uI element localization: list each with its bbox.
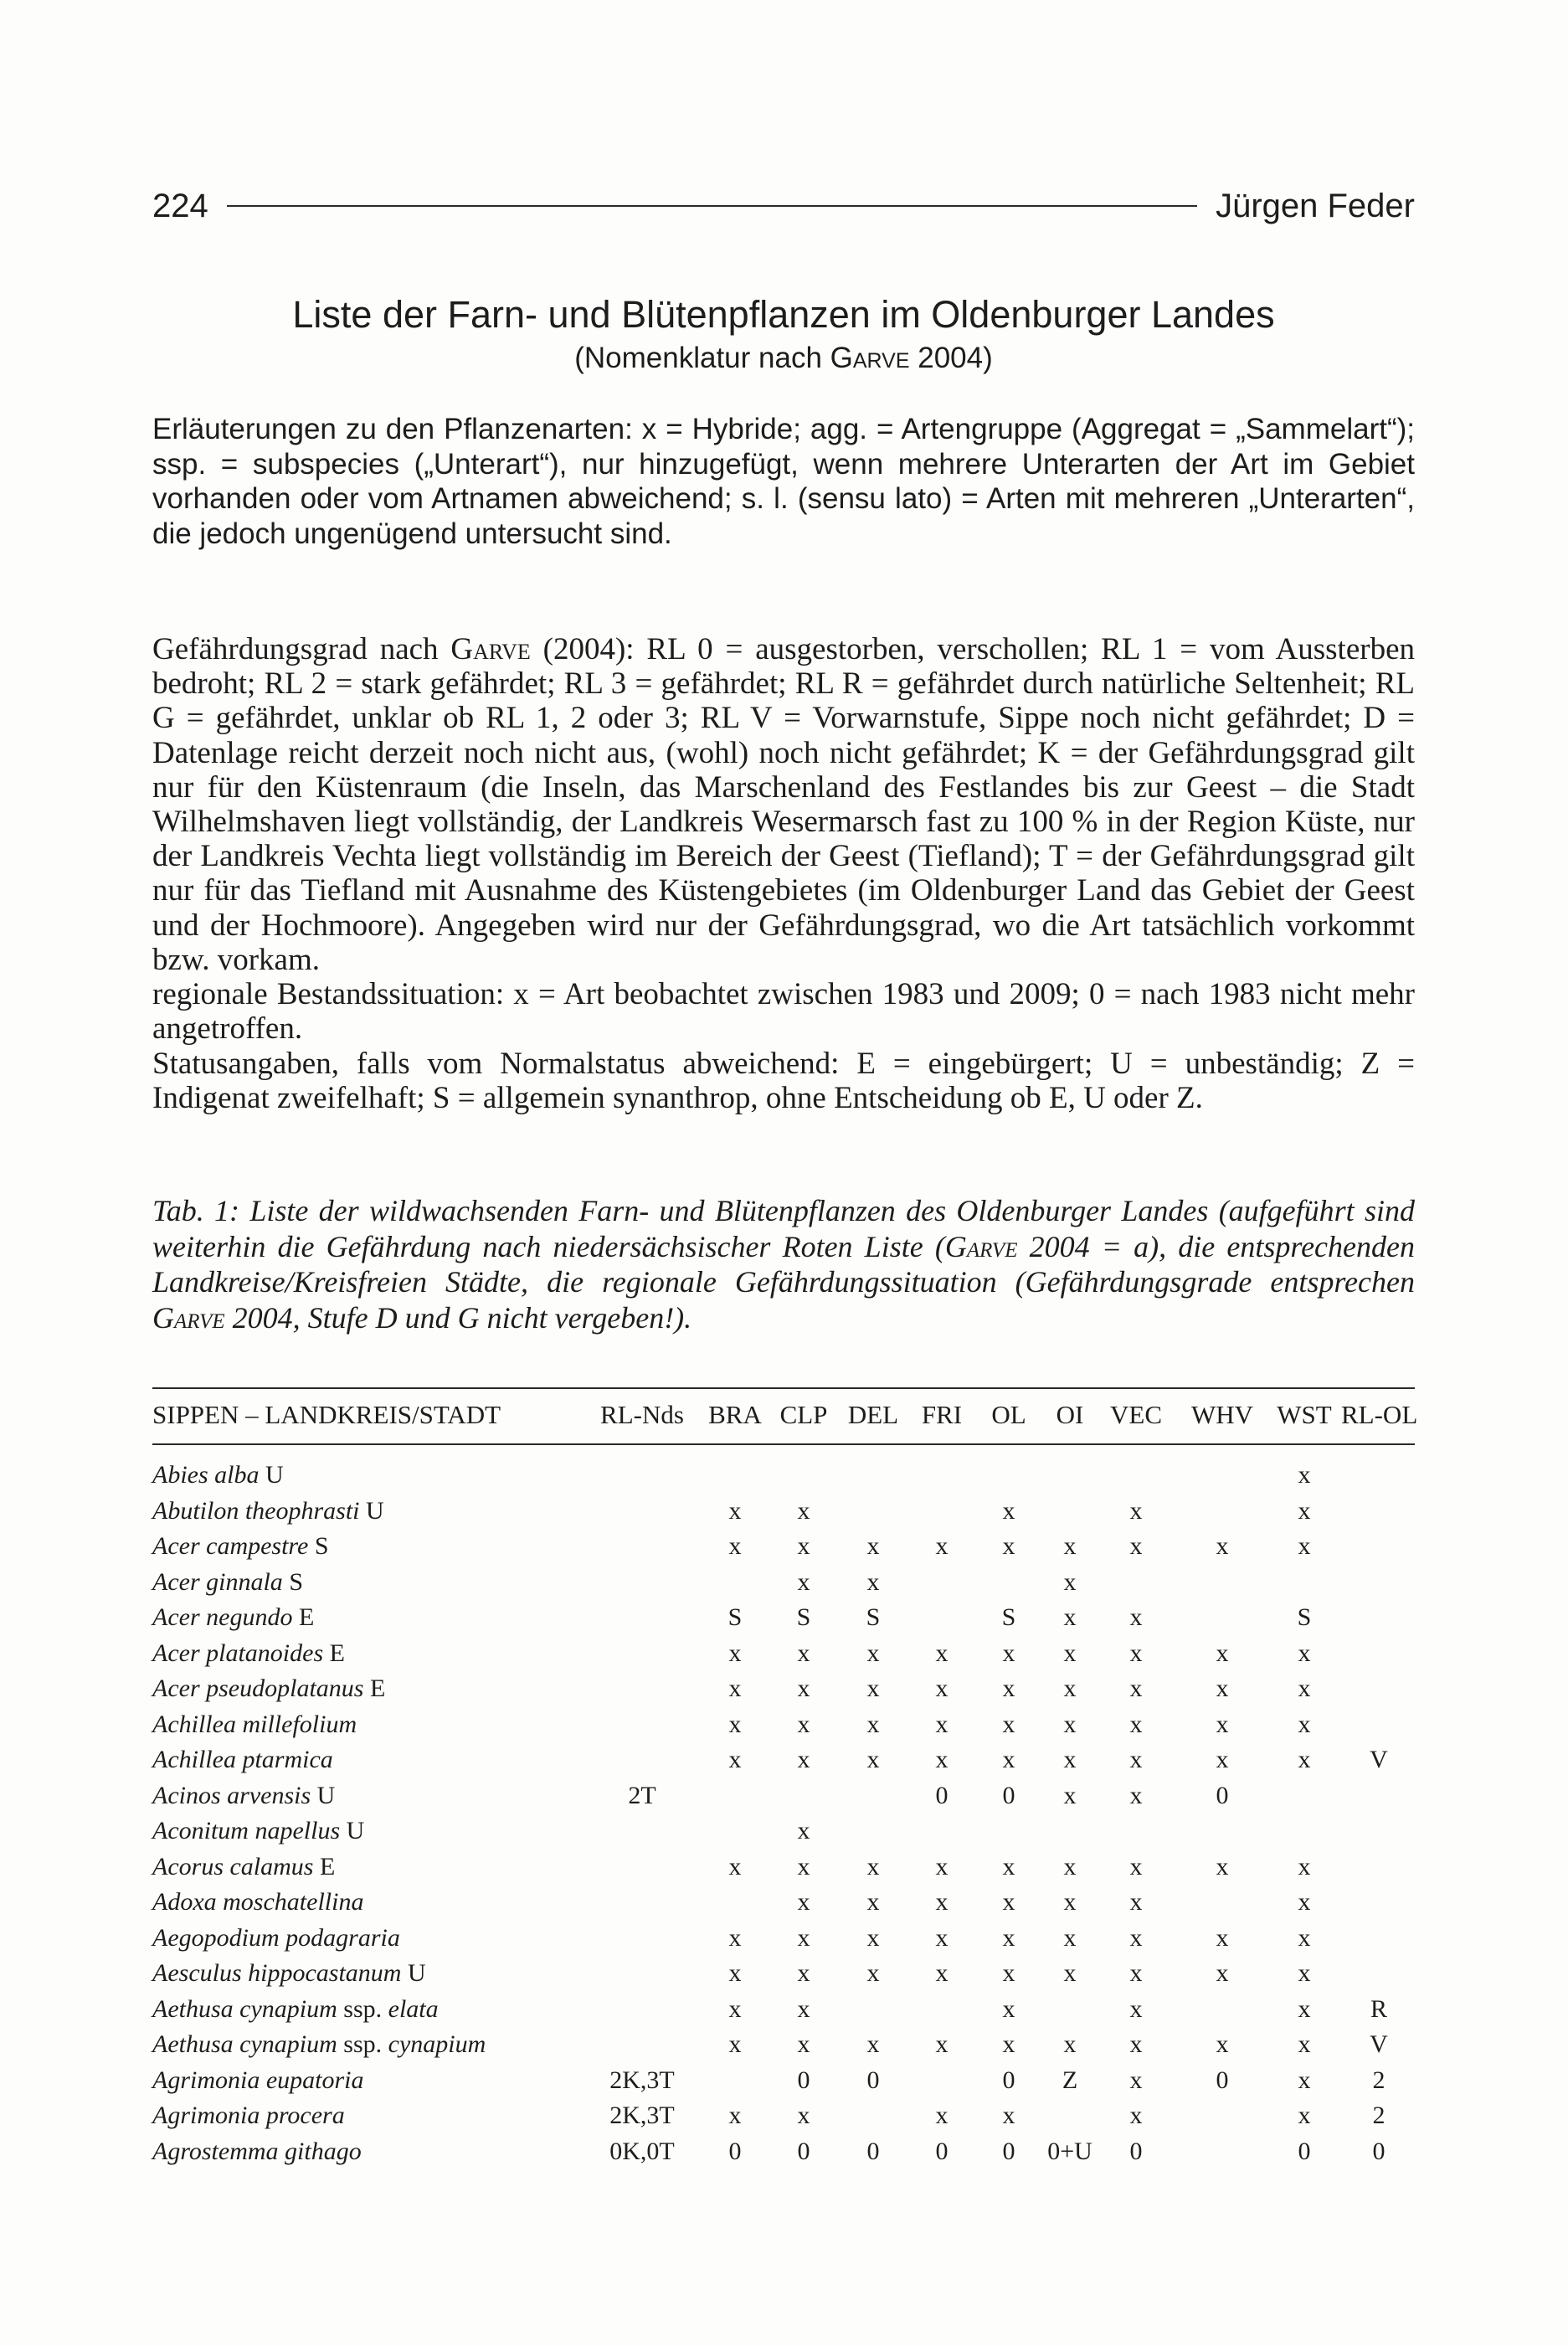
table-cell: x xyxy=(1216,1852,1229,1880)
species-name xyxy=(152,2066,364,2095)
table-cell: x xyxy=(728,1959,742,1987)
table-cell: 0 xyxy=(935,2137,949,2165)
table-cell: 0 xyxy=(1372,2137,1385,2165)
table-cell: x xyxy=(797,1746,810,1773)
species-taxon: Acer platanoides xyxy=(152,1639,324,1667)
table-cell: x xyxy=(728,1994,742,2023)
caption-text-1: Tab. 1: Liste der wildwachsenden Farn- und Blütenpflanzen des Oldenburger Landes (aufgeführt sind weiterhin die Gefährdung nach niedersächsischer Roten Liste ( xyxy=(152,1194,1415,1263)
table-row xyxy=(152,2030,1415,2066)
explanation-threat-level xyxy=(152,632,1415,977)
table-cell: x xyxy=(797,1710,810,1738)
species-taxon: Agrostemma githago xyxy=(152,2137,362,2165)
column-header-rl-nds: RL-Nds xyxy=(600,1400,684,1429)
species-taxon: Acer negundo xyxy=(152,1603,293,1631)
table-cell: x xyxy=(1298,1496,1311,1525)
table-cell: x xyxy=(1216,1532,1229,1560)
page-header xyxy=(152,183,1415,229)
table-cell: x xyxy=(866,1532,880,1560)
table-cell: x xyxy=(797,2102,810,2129)
table-cell: x xyxy=(1129,1675,1143,1702)
table-cell: x xyxy=(1298,2102,1311,2129)
table-cell: x xyxy=(1063,2030,1077,2058)
table-cell: 0 xyxy=(797,2066,810,2094)
table-cell: x xyxy=(1129,2066,1143,2094)
table-cell: x xyxy=(1063,1888,1077,1916)
table-cell: x xyxy=(1002,1675,1015,1702)
column-header-whv: WHV xyxy=(1190,1400,1254,1429)
table-cell: x xyxy=(1129,1603,1143,1631)
species-name xyxy=(152,1461,284,1489)
species-name xyxy=(152,1888,363,1916)
table-cell: x xyxy=(797,1639,810,1667)
table-row xyxy=(152,1959,1415,1995)
species-name xyxy=(152,2030,486,2059)
species-name xyxy=(152,1568,303,1597)
table-cell: x xyxy=(1129,1746,1143,1773)
table-cell: x xyxy=(1002,1959,1015,1987)
running-author: Jürgen Feder xyxy=(1216,187,1415,224)
species-name xyxy=(152,1639,345,1668)
table-cell: x xyxy=(866,1888,880,1916)
table-cell: x xyxy=(1002,1852,1015,1880)
table-cell: x xyxy=(1002,1994,1015,2023)
table-cell: x xyxy=(1298,1710,1311,1738)
table-cell: x xyxy=(935,2102,949,2129)
table-row xyxy=(152,1568,1415,1604)
species-taxon: Abies alba xyxy=(152,1461,260,1489)
table-cell: x xyxy=(728,1852,742,1880)
table-cell: 0 xyxy=(1216,2066,1229,2094)
table-cell: x xyxy=(797,1496,810,1525)
table-cell: 0 xyxy=(1216,1781,1229,1809)
species-name xyxy=(152,1959,426,1988)
species-name xyxy=(152,1675,385,1703)
status-code: U xyxy=(316,1781,336,1809)
table-cell: V xyxy=(1370,1746,1388,1773)
species-name xyxy=(152,1817,364,1845)
table-cell: x xyxy=(1216,1959,1229,1987)
table-cell: x xyxy=(1063,1852,1077,1880)
table-cell: x xyxy=(1216,1710,1229,1738)
table-body xyxy=(152,1461,1415,2173)
column-header-fri: FRI xyxy=(921,1400,963,1429)
species-taxon: Acorus calamus xyxy=(152,1852,314,1880)
table-cell: x xyxy=(1063,1710,1077,1738)
table-cell: x xyxy=(1129,1710,1143,1738)
table-cell: x xyxy=(1002,1923,1015,1952)
subspecies-name: elata xyxy=(388,1994,439,2023)
table-cell: x xyxy=(1129,1959,1143,1987)
status-code: E xyxy=(369,1675,386,1702)
species-taxon: Aconitum napellus xyxy=(152,1817,341,1844)
table-cell: x xyxy=(935,2030,949,2058)
table-row xyxy=(152,2102,1415,2138)
table-cell: x xyxy=(1129,1994,1143,2023)
table-cell: x xyxy=(935,1675,949,1702)
page-subtitle xyxy=(152,342,1415,375)
table-cell: x xyxy=(1129,2102,1143,2129)
species-name xyxy=(152,1995,439,2024)
status-code: E xyxy=(298,1603,315,1631)
table-cell: x xyxy=(935,1959,949,1987)
species-name xyxy=(152,1924,400,1952)
table-cell: 0+U xyxy=(1047,2137,1092,2165)
table-row xyxy=(152,1603,1415,1639)
table-cell: x xyxy=(1298,1923,1311,1952)
species-taxon: Agrimonia eupatoria xyxy=(152,2066,364,2094)
table-row xyxy=(152,1461,1415,1497)
species-taxon: Agrimonia procera xyxy=(152,2102,345,2129)
table-cell: x xyxy=(1002,2102,1015,2129)
subtitle-text: (Nomenklatur nach xyxy=(574,342,830,374)
page-title: Liste der Farn- und Blütenpflanzen im Oldenburger Landes xyxy=(292,293,1275,336)
table-cell: x xyxy=(1298,2066,1311,2094)
status-code: U xyxy=(407,1959,426,1987)
page-number: 224 xyxy=(152,187,208,224)
table-cell: 0 xyxy=(866,2137,880,2165)
table-cell: x xyxy=(935,1923,949,1952)
table-cell: x xyxy=(1216,1746,1229,1773)
species-name xyxy=(152,1711,357,1739)
table-cell: x xyxy=(1129,1496,1143,1525)
table-cell: x xyxy=(728,1710,742,1738)
table-cell: x xyxy=(1216,1639,1229,1667)
explanation-plant-species: Erläuterungen zu den Pflanzenarten: x = Hybride; agg. = Artengruppe (Aggregat = „Sammelart“); ssp. = subspecies („Unterart“), nur hinzugefügt, wenn mehrere Unterarten der Art im Gebiet vorhanden oder vom Artnamen abweichend; s. l. (sensu lato) = Arten mit mehreren „Unterarten“, die jedoch ungenügend untersucht sind. xyxy=(152,413,1415,550)
threat-author: Garve xyxy=(450,632,531,666)
table-cell: 0K,0T xyxy=(609,2137,675,2165)
table-cell: x xyxy=(728,1639,742,1667)
table-cell: x xyxy=(1298,1888,1311,1916)
table-cell: x xyxy=(797,1532,810,1560)
table-cell: S xyxy=(796,1603,811,1631)
table-caption xyxy=(152,1193,1415,1335)
species-taxon: Achillea ptarmica xyxy=(152,1746,333,1773)
species-taxon: Acer ginnala xyxy=(152,1567,283,1596)
subtitle-year: 2004) xyxy=(909,342,993,374)
table-row xyxy=(152,1639,1415,1675)
column-header-rl-ol: RL-OL xyxy=(1341,1400,1418,1429)
column-header-clp: CLP xyxy=(779,1400,828,1429)
table-cell: x xyxy=(1063,1959,1077,1987)
table-cell: x xyxy=(866,2030,880,2058)
column-header-del: DEL xyxy=(847,1400,899,1429)
table-header-rule xyxy=(152,1443,1415,1445)
table-cell: x xyxy=(728,1746,742,1773)
table-cell: x xyxy=(797,2030,810,2058)
header-rule xyxy=(227,205,1197,207)
status-code: E xyxy=(319,1852,336,1880)
table-cell: 0 xyxy=(935,1781,949,1809)
species-name xyxy=(152,1746,333,1774)
table-cell: x xyxy=(1063,1675,1077,1702)
table-cell: x xyxy=(1063,1781,1077,1809)
table-cell: x xyxy=(1063,1532,1077,1560)
status-code: E xyxy=(329,1639,345,1667)
column-header-oi: OI xyxy=(1056,1400,1084,1429)
table-cell: x xyxy=(1063,1567,1077,1596)
table-cell: x xyxy=(1063,1603,1077,1631)
table-cell: 0 xyxy=(866,2066,880,2094)
table-cell: x xyxy=(1063,1746,1077,1773)
table-cell: S xyxy=(727,1603,743,1631)
table-row xyxy=(152,1817,1415,1853)
table-row xyxy=(152,1675,1415,1711)
caption-author-2: Garve xyxy=(152,1300,225,1335)
table-cell: x xyxy=(728,2030,742,2058)
species-taxon: Acer pseudoplatanus xyxy=(152,1675,364,1702)
table-row xyxy=(152,1497,1415,1533)
table-cell: x xyxy=(797,1817,810,1844)
table-cell: S xyxy=(1297,1603,1312,1631)
table-cell: 2 xyxy=(1372,2066,1385,2094)
subspecies-label: ssp. xyxy=(337,2030,388,2058)
table-cell: x xyxy=(1298,1994,1311,2023)
status-code: S xyxy=(289,1567,303,1596)
subspecies-name: cynapium xyxy=(388,2030,486,2058)
subspecies-label: ssp. xyxy=(337,1994,388,2023)
table-cell: x xyxy=(1063,1639,1077,1667)
table-cell: 0 xyxy=(1002,2066,1015,2094)
table-cell: x xyxy=(728,1675,742,1702)
explanation-regional-status: regionale Bestandssituation: x = Art beobachtet zwischen 1983 und 2009; 0 = nach 1983 nicht mehr angetroffen. xyxy=(152,977,1415,1047)
table-cell: x xyxy=(797,1675,810,1702)
species-name xyxy=(152,2138,362,2166)
table-cell: 0 xyxy=(728,2137,742,2165)
table-cell: Z xyxy=(1062,2066,1078,2094)
table-cell: x xyxy=(1216,2030,1229,2058)
table-cell: 0 xyxy=(1002,1781,1015,1809)
species-taxon: Aethusa cynapium xyxy=(152,1994,337,2023)
table-cell: x xyxy=(1298,1852,1311,1880)
table-cell: x xyxy=(866,1746,880,1773)
species-taxon: Acinos arvensis xyxy=(152,1781,311,1809)
table-cell: x xyxy=(866,1710,880,1738)
species-name xyxy=(152,2102,345,2130)
species-taxon: Acer campestre xyxy=(152,1532,309,1560)
table-cell: x xyxy=(797,1567,810,1596)
table-cell: x xyxy=(935,1710,949,1738)
table-row xyxy=(152,1711,1415,1747)
table-cell: x xyxy=(1298,1639,1311,1667)
table-cell: x xyxy=(797,1994,810,2023)
table-top-rule xyxy=(152,1387,1415,1389)
table-row xyxy=(152,2066,1415,2102)
table-cell: x xyxy=(1298,1959,1311,1987)
table-cell: x xyxy=(1129,2030,1143,2058)
table-cell: x xyxy=(935,1532,949,1560)
species-name xyxy=(152,1853,335,1881)
table-cell: x xyxy=(1129,1852,1143,1880)
table-cell: x xyxy=(1216,1923,1229,1952)
caption-text-3: 2004, Stufe D und G nicht vergeben!). xyxy=(224,1300,692,1335)
table-row xyxy=(152,1746,1415,1782)
table-cell: x xyxy=(728,2102,742,2129)
table-row xyxy=(152,1888,1415,1924)
column-header-taxon: SIPPEN – LANDKREIS/STADT xyxy=(152,1400,501,1429)
table-cell: x xyxy=(866,1675,880,1702)
table-cell: x xyxy=(1063,1923,1077,1952)
species-taxon: Aegopodium podagraria xyxy=(152,1923,400,1952)
status-code: U xyxy=(346,1817,365,1844)
table-cell: 0 xyxy=(1002,2137,1015,2165)
table-cell: x xyxy=(866,1959,880,1987)
status-code: U xyxy=(265,1461,284,1489)
table-row xyxy=(152,1924,1415,1960)
caption-text-2: 2004 = a), die entsprechenden Landkreise/Kreisfreien Städte, die regionale Gefährdungssituation (Gefährdungsgrade entsprechen xyxy=(152,1229,1415,1299)
species-taxon: Adoxa moschatellina xyxy=(152,1888,364,1916)
table-cell: x xyxy=(1002,1888,1015,1916)
species-taxon: Aesculus hippocastanum xyxy=(152,1959,402,1987)
threat-text: (2004): RL 0 = ausgestorben, verschollen; RL 1 = vom Aussterben bedroht; RL 2 = stark gefährdet; RL 3 = gefährdet; RL R = gefährdet durch natürliche Seltenheit; RL G = gefährdet, unklar ob RL 1, 2 oder 3; RL V = Vorwarnstufe, Sippe noch nicht gefährdet; D = Datenlage reicht derzeit noch nicht aus, (wohl) noch nicht gefährdet; K = der Gefährdungsgrad gilt nur für den Küstenraum (die Inseln, das Marschenland des Festlandes bis zur Geest – die Stadt Wilhelmshaven liegt vollständig, der Landkreis Wesermarsch fast zu 100 % in der Region Küste, nur der Landkreis Vechta liegt vollständig im Bereich der Geest (Tiefland); T = der Gefährdungsgrad gilt nur für das Tiefland mit Ausnahme des Küstengebietes (im Oldenburger Land das Gebiet der Geest und der Hochmoore). Angegeben wird nur der Gefährdungsgrad, wo die Art tatsächlich vorkommt bzw. vorkam. xyxy=(152,632,1415,977)
table-cell: x xyxy=(866,1852,880,1880)
table-cell: x xyxy=(1129,1923,1143,1952)
species-name xyxy=(152,1532,329,1561)
species-name xyxy=(152,1782,335,1810)
table-row xyxy=(152,1853,1415,1889)
column-header-ol: OL xyxy=(991,1400,1026,1429)
table-cell: x xyxy=(866,1923,880,1952)
table-cell: V xyxy=(1370,2030,1388,2058)
threat-lead: Gefährdungsgrad nach xyxy=(152,632,451,666)
table-cell: 2K,3T xyxy=(609,2066,675,2094)
table-cell: x xyxy=(1129,1781,1143,1809)
table-cell: x xyxy=(1002,1710,1015,1738)
table-cell: x xyxy=(1298,1746,1311,1773)
table-cell: 2T xyxy=(628,1781,656,1809)
table-cell: x xyxy=(1216,1675,1229,1702)
table-cell: x xyxy=(866,1567,880,1596)
table-cell: x xyxy=(1002,1746,1015,1773)
table-cell: x xyxy=(1298,2030,1311,2058)
caption-author-1: Garve xyxy=(944,1229,1018,1263)
subtitle-author: Garve xyxy=(830,342,910,374)
table-cell: x xyxy=(935,1639,949,1667)
table-cell: x xyxy=(1002,1639,1015,1667)
table-cell: x xyxy=(797,1852,810,1880)
table-cell: x xyxy=(866,1639,880,1667)
table-row xyxy=(152,2138,1415,2174)
species-taxon: Achillea millefolium xyxy=(152,1710,357,1738)
species-name xyxy=(152,1497,384,1525)
table-cell: 0 xyxy=(1129,2137,1143,2165)
table-cell: x xyxy=(1298,1461,1311,1489)
table-cell: x xyxy=(1129,1888,1143,1916)
table-cell: 0 xyxy=(797,2137,810,2165)
species-taxon: Aethusa cynapium xyxy=(152,2030,337,2058)
table-cell: x xyxy=(1002,1496,1015,1525)
table-cell: x xyxy=(1298,1532,1311,1560)
table-row xyxy=(152,1995,1415,2031)
table-cell: 0 xyxy=(1298,2137,1311,2165)
species-taxon: Abutilon theophrasti xyxy=(152,1496,360,1525)
table-cell: x xyxy=(728,1496,742,1525)
table-cell: x xyxy=(728,1532,742,1560)
table-cell: x xyxy=(935,1888,949,1916)
table-row xyxy=(152,1532,1415,1568)
table-cell: x xyxy=(935,1746,949,1773)
table-cell: x xyxy=(1129,1532,1143,1560)
table-cell: 2K,3T xyxy=(609,2102,675,2129)
status-code: U xyxy=(366,1496,384,1525)
table-cell: x xyxy=(797,1888,810,1916)
explanation-status-codes: Statusangaben, falls vom Normalstatus abweichend: E = eingebürgert; U = unbeständig; Z = Indigenat zweifelhaft; S = allgemein synanthrop, ohne Entscheidung ob E, U oder Z. xyxy=(152,1047,1415,1116)
column-header-bra: BRA xyxy=(708,1400,762,1429)
column-header-wst: WST xyxy=(1277,1400,1332,1429)
species-name xyxy=(152,1603,314,1632)
table-cell: 2 xyxy=(1372,2102,1385,2129)
table-cell: x xyxy=(797,1923,810,1952)
table-cell: x xyxy=(1129,1639,1143,1667)
table-cell: x xyxy=(1298,1675,1311,1702)
table-header xyxy=(152,1400,1418,1438)
table-cell: R xyxy=(1370,1994,1387,2023)
table-cell: x xyxy=(728,1923,742,1952)
table-cell: x xyxy=(935,1852,949,1880)
table-cell: S xyxy=(1001,1603,1016,1631)
table-cell: x xyxy=(1002,1532,1015,1560)
table-cell: x xyxy=(1002,2030,1015,2058)
column-header-vec: VEC xyxy=(1110,1400,1162,1429)
table-cell: S xyxy=(866,1603,881,1631)
table-cell: x xyxy=(797,1959,810,1987)
table-row xyxy=(152,1782,1415,1818)
status-code: S xyxy=(314,1532,329,1560)
